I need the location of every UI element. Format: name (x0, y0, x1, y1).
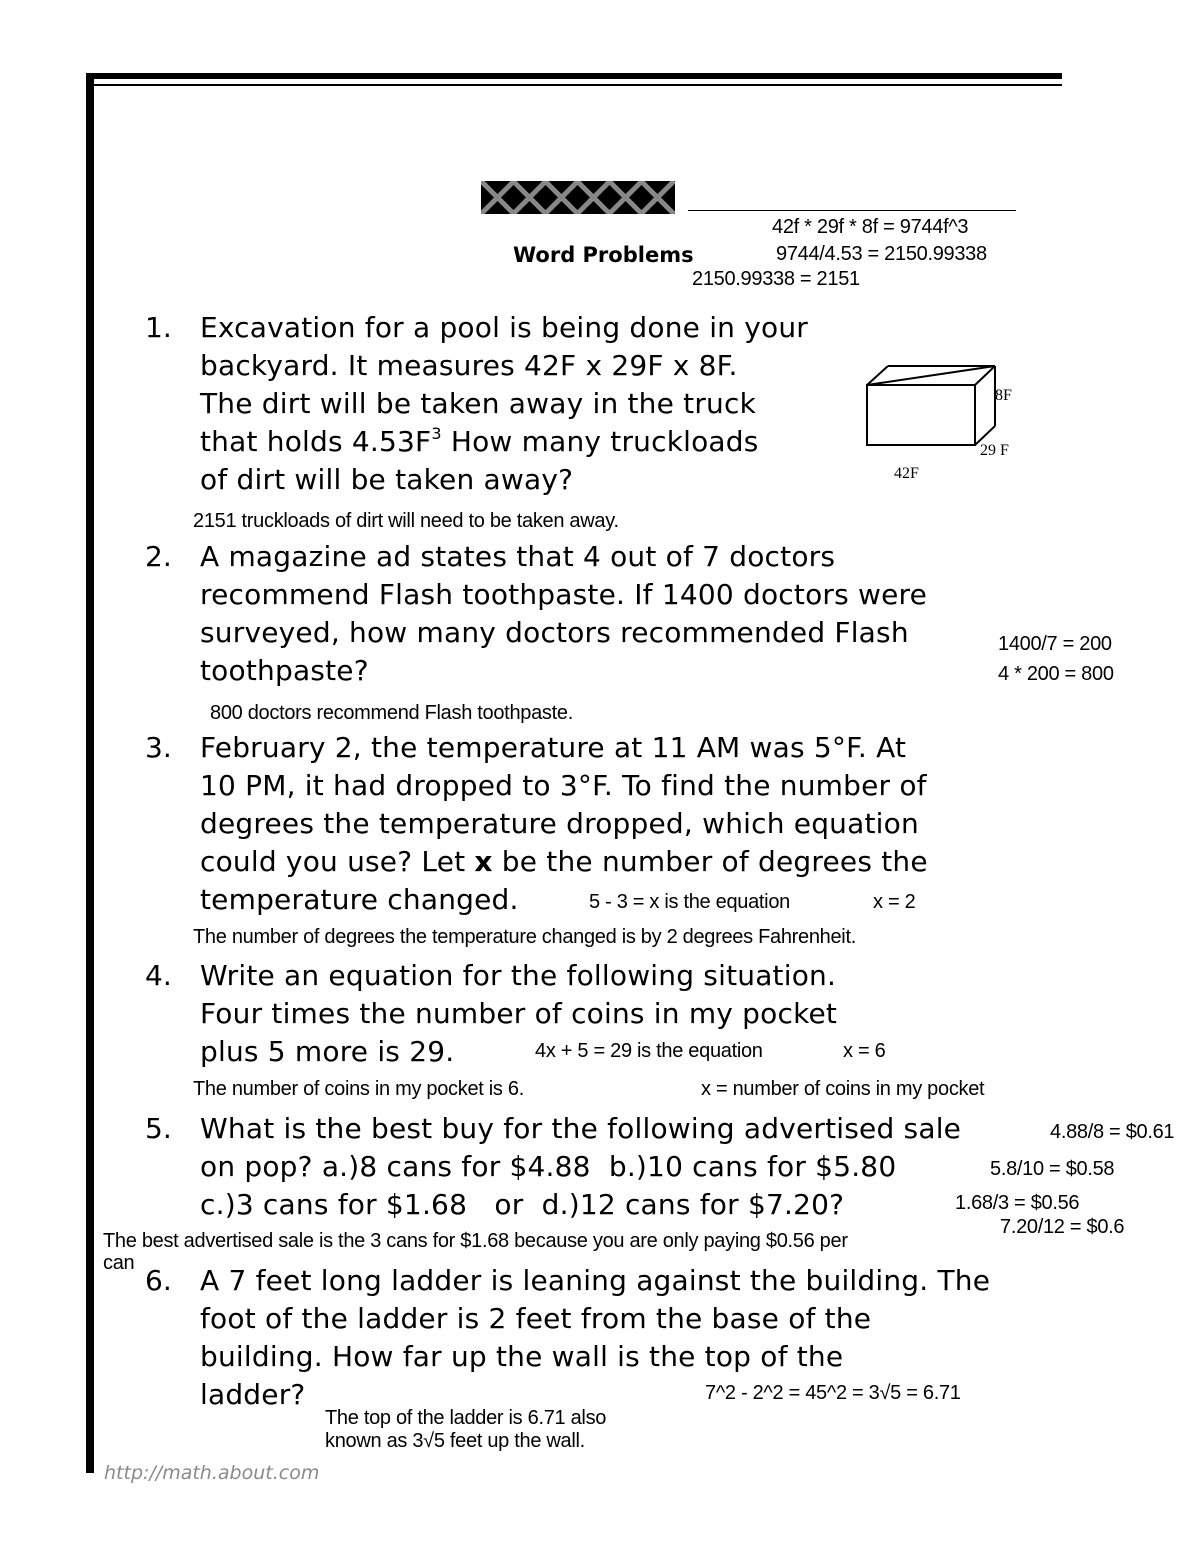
question-3-line-3: degrees the temperature dropped, which equation (200, 807, 919, 840)
question-5-work-3: 1.68/3 = $0.56 (955, 1192, 1080, 1214)
name-line (688, 210, 1016, 211)
header-work-2: 9744/4.53 = 2150.99338 (776, 243, 987, 265)
question-1-line-2: backyard. It measures 42F x 29F x 8F. (200, 349, 738, 382)
question-4-work-x: x = 6 (843, 1040, 886, 1062)
question-4-line-2: Four times the number of coins in my pocket (200, 997, 838, 1030)
question-5-work-4: 7.20/12 = $0.6 (1000, 1216, 1125, 1238)
question-4-line-3: plus 5 more is 29. (200, 1035, 455, 1068)
question-6-answer-line-1: The top of the ladder is 6.71 also (325, 1407, 607, 1429)
question-2-number: 2. (145, 540, 172, 573)
question-3-line-4 (200, 845, 928, 878)
question-2-work-2: 4 * 200 = 800 (998, 663, 1114, 685)
name-redaction-box (481, 181, 675, 214)
question-4-line-1: Write an equation for the following situation. (200, 959, 837, 992)
question-3-answer: The number of degrees the temperature changed is by 2 degrees Fahrenheit. (193, 926, 856, 948)
question-2-work-1: 1400/7 = 200 (998, 633, 1112, 655)
diagram-label-length: 42F (894, 465, 919, 482)
question-3-work-x: x = 2 (873, 891, 916, 913)
question-6-line-4: ladder? (200, 1378, 306, 1411)
question-3-line-1: February 2, the temperature at 11 AM was 5°F. At (200, 731, 907, 764)
question-3-line-4-pre: could you use? Let (200, 845, 475, 878)
question-1-exponent: 3 (431, 424, 442, 443)
header-work-1: 42f * 29f * 8f = 9744f^3 (772, 216, 969, 238)
question-4-number: 4. (145, 959, 172, 992)
top-border-thin (88, 84, 1062, 86)
question-3-line-5: temperature changed. (200, 883, 519, 916)
question-2-line-4: toothpaste? (200, 654, 369, 687)
question-1-line-5: of dirt will be taken away? (200, 463, 574, 496)
question-1-line-4 (200, 425, 759, 458)
question-5-answer-line-2: can (103, 1252, 135, 1274)
question-6-number: 6. (145, 1264, 172, 1297)
question-2-line-2: recommend Flash toothpaste. If 1400 doctors were (200, 578, 928, 611)
question-1-line-3: The dirt will be taken away in the truck (200, 387, 756, 420)
question-5-line-1: What is the best buy for the following advertised sale (200, 1112, 962, 1145)
question-5-answer-line-1: The best advertised sale is the 3 cans for $1.68 because you are only paying $0.56 per (103, 1230, 848, 1252)
question-6-line-1: A 7 feet long ladder is leaning against the building. The (200, 1264, 991, 1297)
diagram-label-height: 8F (995, 387, 1012, 404)
question-1-question-text: How many truckloads (441, 425, 759, 458)
question-4-work-equation: 4x + 5 = 29 is the equation (535, 1040, 763, 1062)
question-6-work: 7^2 - 2^2 = 45^2 = 3√5 = 6.71 (705, 1382, 961, 1404)
question-3-number: 3. (145, 731, 172, 764)
top-border-thick (88, 73, 1062, 79)
question-5-work-1: 4.88/8 = $0.61 (1050, 1121, 1175, 1143)
redaction-pattern (481, 181, 675, 214)
question-1-number: 1. (145, 311, 172, 344)
question-5-number: 5. (145, 1112, 172, 1145)
pool-box-diagram (860, 360, 1000, 460)
question-1-answer: 2151 truckloads of dirt will need to be taken away. (193, 510, 619, 532)
question-2-answer: 800 doctors recommend Flash toothpaste. (210, 702, 573, 724)
question-3-variable: x (474, 845, 493, 878)
question-5-line-3: c.)3 cans for $1.68 or d.)12 cans for $7.20? (200, 1188, 845, 1221)
question-5-work-2: 5.8/10 = $0.58 (990, 1158, 1115, 1180)
footer-url: http://math.about.com (104, 1462, 320, 1484)
page-title: Word Problems (513, 243, 694, 267)
question-4-variable-definition: x = number of coins in my pocket (701, 1078, 985, 1100)
question-3-work-equation: 5 - 3 = x is the equation (589, 891, 790, 913)
question-2-line-1: A magazine ad states that 4 out of 7 doctors (200, 540, 836, 573)
header-work-3: 2150.99338 = 2151 (692, 268, 860, 290)
question-6-line-3: building. How far up the wall is the top of the (200, 1340, 844, 1373)
question-3-line-2: 10 PM, it had dropped to 3°F. To find the number of (200, 769, 927, 802)
question-2-line-3: surveyed, how many doctors recommended Flash (200, 616, 909, 649)
question-6-line-2: foot of the ladder is 2 feet from the base of the (200, 1302, 872, 1335)
question-5-line-2: on pop? a.)8 cans for $4.88 b.)10 cans for $5.80 (200, 1150, 897, 1183)
left-border (86, 73, 94, 1473)
question-3-line-4-post: be the number of degrees the (492, 845, 928, 878)
question-4-answer: The number of coins in my pocket is 6. (193, 1078, 524, 1100)
diagram-label-depth: 29 F (980, 442, 1009, 459)
question-6-answer-line-2: known as 3√5 feet up the wall. (325, 1430, 585, 1452)
question-1-line-1: Excavation for a pool is being done in your (200, 311, 808, 344)
question-1-volume-text: that holds 4.53F (200, 425, 432, 458)
